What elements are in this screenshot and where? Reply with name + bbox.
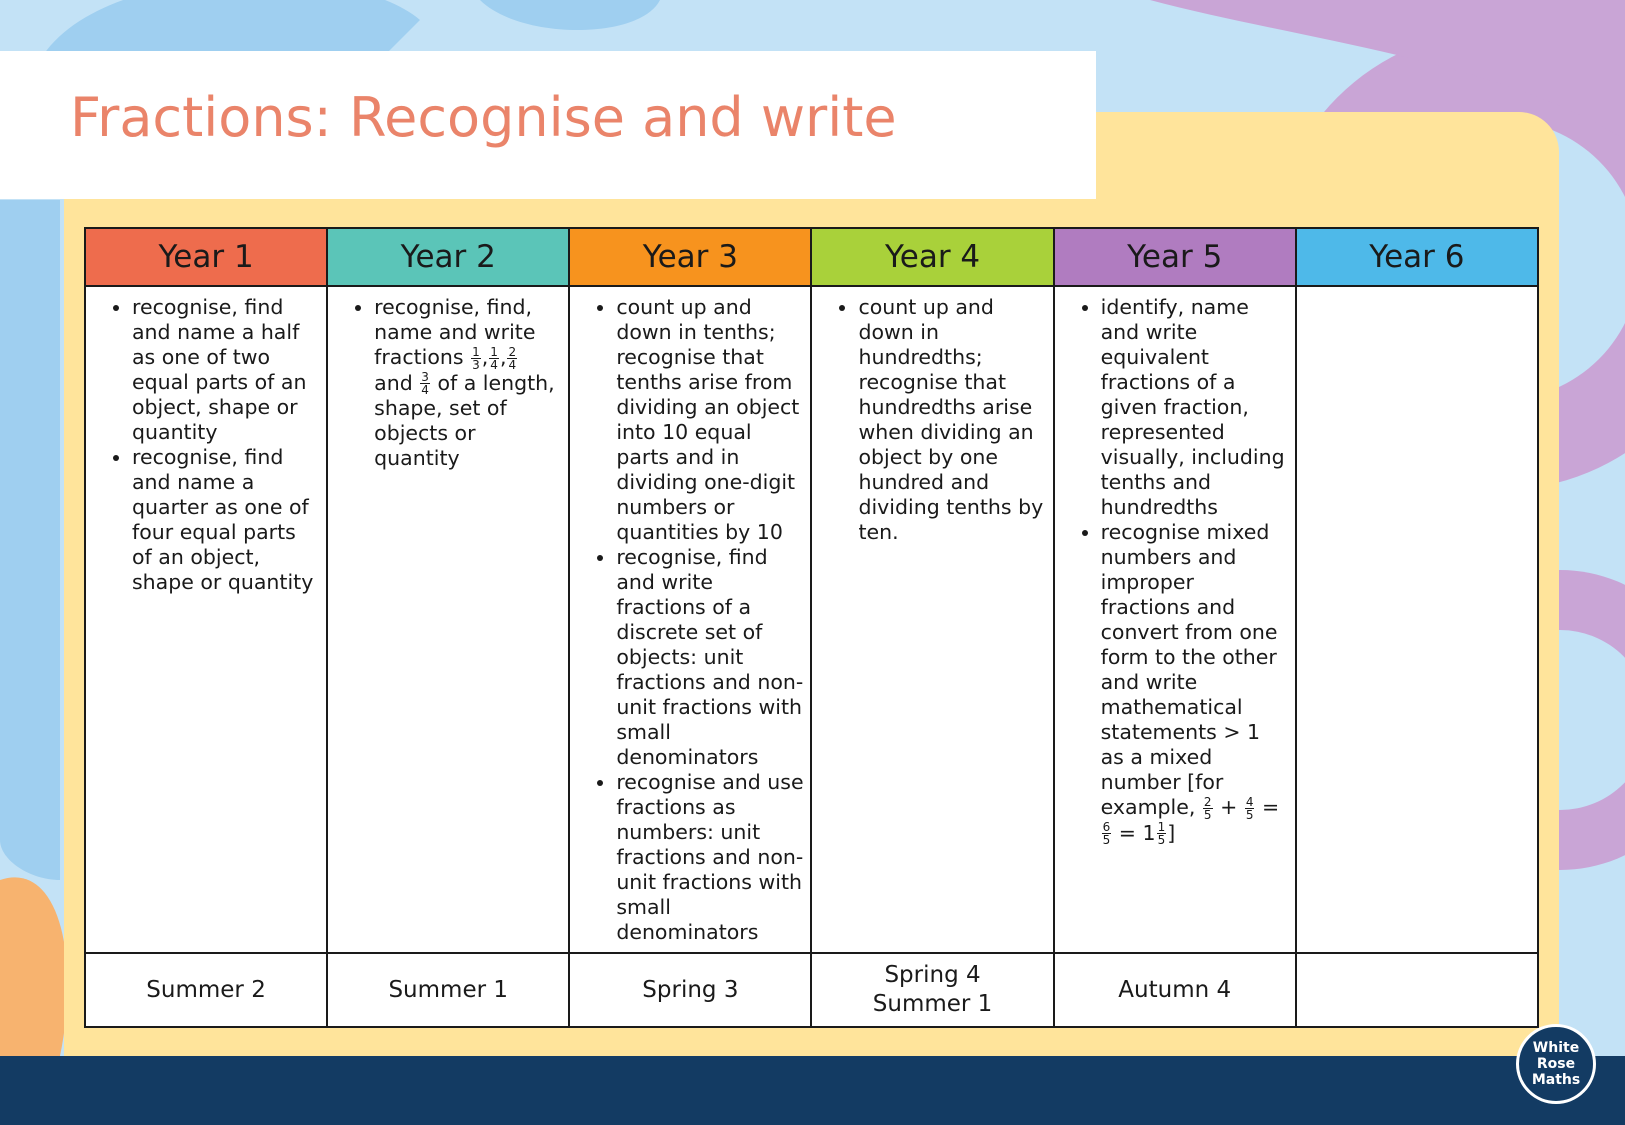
term-row <box>85 953 1538 1027</box>
year-3-objectives <box>569 286 811 953</box>
objective-text: of a length, shape, set of objects or quantity <box>374 370 555 470</box>
year-1-header: Year 1 <box>85 228 327 286</box>
objective-text: recognise mixed numbers and improper fractions and convert from one form to the other and write mathematical statements > 1 as a mixed number [for example, <box>1100 520 1278 819</box>
year-6-term <box>1296 953 1538 1027</box>
list-item: • count up and down in hundredths; recognise that hundredths arise when dividing an object by one hundred and dividing tenths by ten. <box>858 295 1046 545</box>
logo-text: Maths <box>1531 1072 1581 1088</box>
list-item <box>1101 520 1289 846</box>
year-3-header: Year 3 <box>569 228 811 286</box>
list-item: • recognise, find and name a quarter as one of four equal parts of an object, shape or quantity <box>132 445 320 595</box>
term-line: Spring 4 <box>884 962 981 988</box>
list-item: • count up and down in tenths; recognise that tenths arise from dividing an object into 10 equal parts and in dividing one-digit numbers or quantities by 10 <box>616 295 804 545</box>
fraction: $\frac{3}{4}$ <box>421 370 429 397</box>
whole-number: 1 <box>1142 820 1156 845</box>
list-item: • recognise, find and write fractions of a discrete set of objects: unit fractions and non-unit fractions with small denominators <box>616 545 804 770</box>
plus-sign: + <box>1220 795 1238 819</box>
year-4-term <box>811 953 1053 1027</box>
year-4-header: Year 4 <box>811 228 1053 286</box>
list-item: • recognise, find, name and write fractions $\frac{1}{3}$ , $\frac{1}{4}$ , $\frac{2}{4}$ and $\frac{3}{4}$ of a length, shape, set of objects or quantity <box>374 295 562 471</box>
year-5-objectives <box>1054 286 1296 953</box>
fraction: $\frac{1}{5}$ <box>1157 820 1166 847</box>
year-2-term: Summer 1 <box>327 953 569 1027</box>
list-item: • recognise, find and name a half as one of two equal parts of an object, shape or quantity <box>132 295 320 445</box>
year-3-term: Spring 3 <box>569 953 811 1027</box>
fraction: $\frac{4}{5}$ <box>1245 794 1254 822</box>
fraction: $\frac{2}{4}$ <box>508 344 517 372</box>
fraction: $\frac{1}{4}$ <box>490 344 498 372</box>
logo-text: Rose <box>1536 1056 1576 1072</box>
objective-text: recognise, find, name and write fractions <box>374 295 536 369</box>
equals-sign: = <box>1261 795 1280 819</box>
fraction: $\frac{2}{5}$ <box>1203 794 1212 822</box>
objectives-row <box>85 286 1538 953</box>
logo-text: White <box>1532 1040 1580 1056</box>
fraction: $\frac{6}{5}$ <box>1102 820 1111 847</box>
term-line: Summer 1 <box>872 991 993 1017</box>
fraction: $\frac{1}{3}$ <box>472 344 480 372</box>
year-1-term: Summer 2 <box>85 953 327 1027</box>
equals-sign: = <box>1118 820 1136 845</box>
objective-text: and <box>374 370 413 395</box>
list-item: • identify, name and write equivalent fractions of a given fraction, represented visually, including tenths and hundredths <box>1101 295 1289 520</box>
year-5-header: Year 5 <box>1054 228 1296 286</box>
year-header-row <box>85 228 1538 286</box>
year-4-objectives <box>811 286 1053 953</box>
footer-bar <box>0 1056 1625 1125</box>
list-item: • recognise and use fractions as numbers: unit fractions and non-unit fractions with small denominators <box>616 770 804 945</box>
year-2-objectives <box>327 286 569 953</box>
year-2-header: Year 2 <box>327 228 569 286</box>
year-5-term: Autumn 4 <box>1054 953 1296 1027</box>
page-title: Fractions: Recognise and write <box>70 86 897 149</box>
year-6-objectives <box>1296 286 1538 953</box>
year-1-objectives <box>85 286 327 953</box>
year-6-header: Year 6 <box>1296 228 1538 286</box>
closing-bracket: ] <box>1167 820 1176 845</box>
content-panel-notch <box>64 199 1096 219</box>
progression-table <box>84 227 1539 1028</box>
white-rose-maths-logo <box>1516 1024 1596 1104</box>
